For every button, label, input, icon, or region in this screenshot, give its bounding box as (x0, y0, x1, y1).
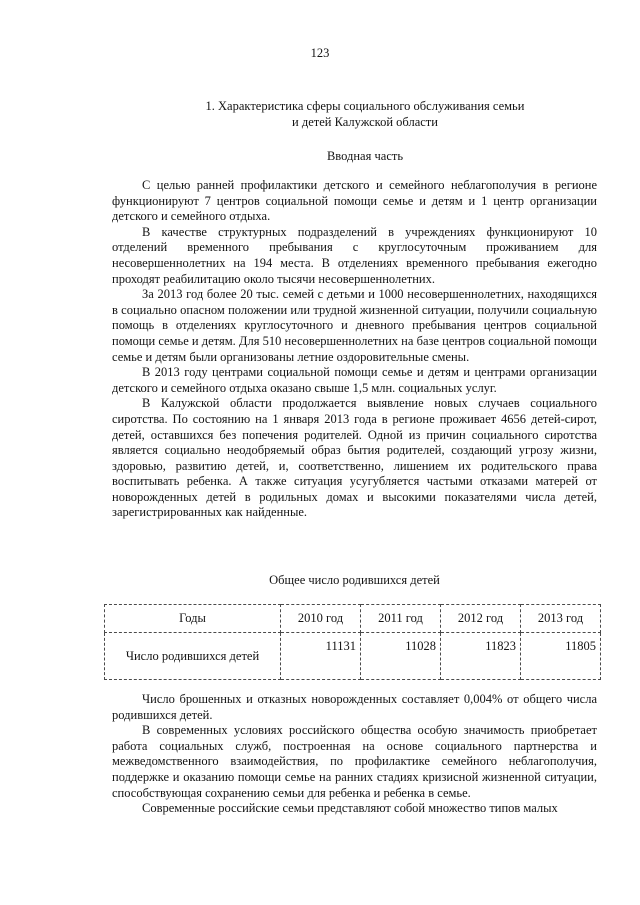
table-header-cell: Годы (105, 605, 281, 633)
section-heading-line-1: 1. Характеристика сферы социального обслуживания семьи (205, 99, 525, 113)
closing-body (112, 692, 597, 817)
paragraph: В качестве структурных подразделений в учреждениях функционируют 10 отделений временного пребывания с круглосуточным проживанием для несовершеннолетних на 194 места. В отделениях временного пребывания ежегодно проходят реабилитацию около тысячи несовершеннолетних. (112, 224, 597, 286)
births-table (104, 604, 601, 680)
section-heading-line-2: и детей Калужской области (292, 115, 438, 129)
page-number: 123 (310, 46, 330, 60)
intro-body (112, 178, 597, 521)
paragraph: За 2013 год более 20 тыс. семей с детьми и 1000 несовершеннолетних, находящихся в социально опасном положении или трудной жизненной ситуации, получили социальную помощь в отделениях круглосуточного и дневного пребывания центров социальной помощи семье и детям. Для 510 несовершеннолетних на базе центров социальной помощи семье и детям были организованы летние оздоровительные смены. (112, 287, 597, 364)
table-cell: 11131 (281, 633, 361, 680)
table-cell: 11028 (361, 633, 441, 680)
intro-subheading: Вводная часть (326, 149, 404, 163)
paragraph: В 2013 году центрами социальной помощи семье и детям и центрами организации детского и семейного отдыха оказано свыше 1,5 млн. социальных услуг. (112, 365, 597, 395)
table-header-cell: 2010 год (281, 605, 361, 633)
table-header-cell: 2011 год (361, 605, 441, 633)
paragraph: В Калужской области продолжается выявление новых случаев социального сиротства. По состоянию на 1 января 2013 года в регионе проживает 4656 детей-сирот, детей, оставшихся без попечения родителей. Одной из причин социального сиротства является социально неодобряемый образ бытия родителей, создающий угрозу жизни, здоровью, развитию детей, и, соответственно, лишением их родительского права воспитывать ребенка. А также ситуация усугубляется частыми отказами матерей от новорожденных детей в родильных домах и высокими показателями числа детей, зарегистрированных как найденные. (112, 396, 597, 520)
paragraph: Современные российские семьи представляют собой множество типов малых (142, 801, 558, 816)
table-header-cell: 2013 год (521, 605, 601, 633)
table-row (105, 633, 601, 680)
table-cell: 11805 (521, 633, 601, 680)
section-heading (120, 98, 610, 130)
table-header-row (105, 605, 601, 633)
paragraph: С целью ранней профилактики детского и семейного неблагополучия в регионе функционируют 7 центров социальной помощи семье и детям и 1 центр организации детского и семейного отдыха. (112, 178, 597, 224)
table-row-label: Число родившихся детей (105, 633, 281, 680)
paragraph: В современных условиях российского общества особую значимость приобретает работа социальных служб, построенная на основе социального партнерства и межведомственного взаимодействия, по профилактике семейного неблагополучия, поддержке и оказанию помощи семье на ранних стадиях кризисной жизненной ситуации, способствующая сохранению семьи для ребенка и ребенка в семье. (112, 723, 597, 800)
table-header-cell: 2012 год (441, 605, 521, 633)
table-caption: Общее число родившихся детей (269, 573, 440, 587)
paragraph: Число брошенных и отказных новорожденных составляет 0,004% от общего числа родившихся детей. (112, 692, 597, 722)
table-cell: 11823 (441, 633, 521, 680)
